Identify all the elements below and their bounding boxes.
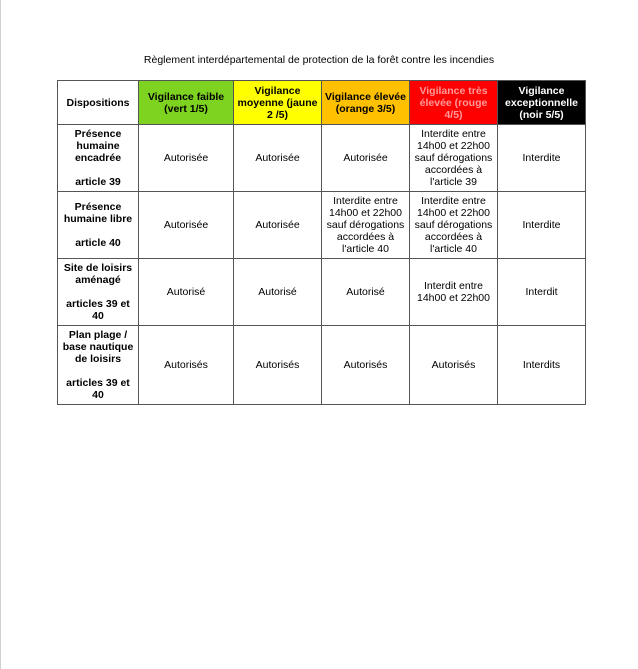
table-header-row — [58, 81, 586, 125]
row-header — [58, 259, 139, 326]
table-cell: Autorisés — [139, 326, 234, 405]
table-cell: Autorisé — [139, 259, 234, 326]
table-row — [58, 125, 586, 192]
page-edge-line — [0, 0, 1, 669]
row-header — [58, 326, 139, 405]
table-cell: Autorisés — [410, 326, 498, 405]
row-header-spacer — [61, 365, 135, 377]
table-cell: Autorisé — [234, 259, 322, 326]
row-header-name: Présence humaine encadrée — [74, 128, 122, 164]
row-header-article: article 39 — [75, 176, 121, 188]
table-cell: Autorisés — [322, 326, 410, 405]
table-cell: Autorisée — [322, 125, 410, 192]
header-vigilance-tres-elevee: Vigilance très élevée (rouge 4/5) — [410, 81, 498, 125]
row-header-spacer — [61, 225, 135, 237]
table-row — [58, 259, 586, 326]
table-cell: Autorisés — [234, 326, 322, 405]
header-vigilance-elevee: Vigilance élevée (orange 3/5) — [322, 81, 410, 125]
table-cell: Interdit — [498, 259, 586, 326]
row-header — [58, 125, 139, 192]
row-header-spacer — [61, 164, 135, 176]
table-row — [58, 192, 586, 259]
document-title: Règlement interdépartemental de protection de la forêt contre les incendies — [143, 54, 495, 66]
table-cell: Interdit entre 14h00 et 22h00 — [410, 259, 498, 326]
row-header-name: Présence humaine libre — [63, 201, 133, 225]
table-cell: Autorisée — [139, 125, 234, 192]
row-header-article: article 40 — [75, 237, 121, 249]
table-cell: Interdite entre 14h00 et 22h00 sauf dérogations accordées à l'article 40 — [410, 192, 498, 259]
row-header-article: articles 39 et 40 — [66, 298, 130, 322]
header-vigilance-moyenne: Vigilance moyenne (jaune 2 /5) — [234, 81, 322, 125]
header-vigilance-exceptionnelle: Vigilance exceptionnelle (noir 5/5) — [498, 81, 586, 125]
table-cell: Interdits — [498, 326, 586, 405]
table-row — [58, 326, 586, 405]
table-cell: Interdite entre 14h00 et 22h00 sauf dérogations accordées à l'article 40 — [322, 192, 410, 259]
row-header-name: Site de loisirs aménagé — [63, 262, 133, 286]
row-header-spacer — [61, 286, 135, 298]
table-cell: Interdite — [498, 125, 586, 192]
header-dispositions: Dispositions — [58, 81, 139, 125]
table-cell: Autorisée — [139, 192, 234, 259]
vigilance-table — [57, 80, 586, 405]
table-cell: Autorisée — [234, 192, 322, 259]
row-header-name: Plan plage / base nautique de loisirs — [62, 329, 134, 365]
header-vigilance-faible: Vigilance faible (vert 1/5) — [139, 81, 234, 125]
table-cell: Interdite entre 14h00 et 22h00 sauf dérogations accordées à l'article 39 — [410, 125, 498, 192]
row-header-article: articles 39 et 40 — [66, 377, 130, 401]
table-cell: Interdite — [498, 192, 586, 259]
row-header — [58, 192, 139, 259]
table-cell: Autorisé — [322, 259, 410, 326]
table-cell: Autorisée — [234, 125, 322, 192]
